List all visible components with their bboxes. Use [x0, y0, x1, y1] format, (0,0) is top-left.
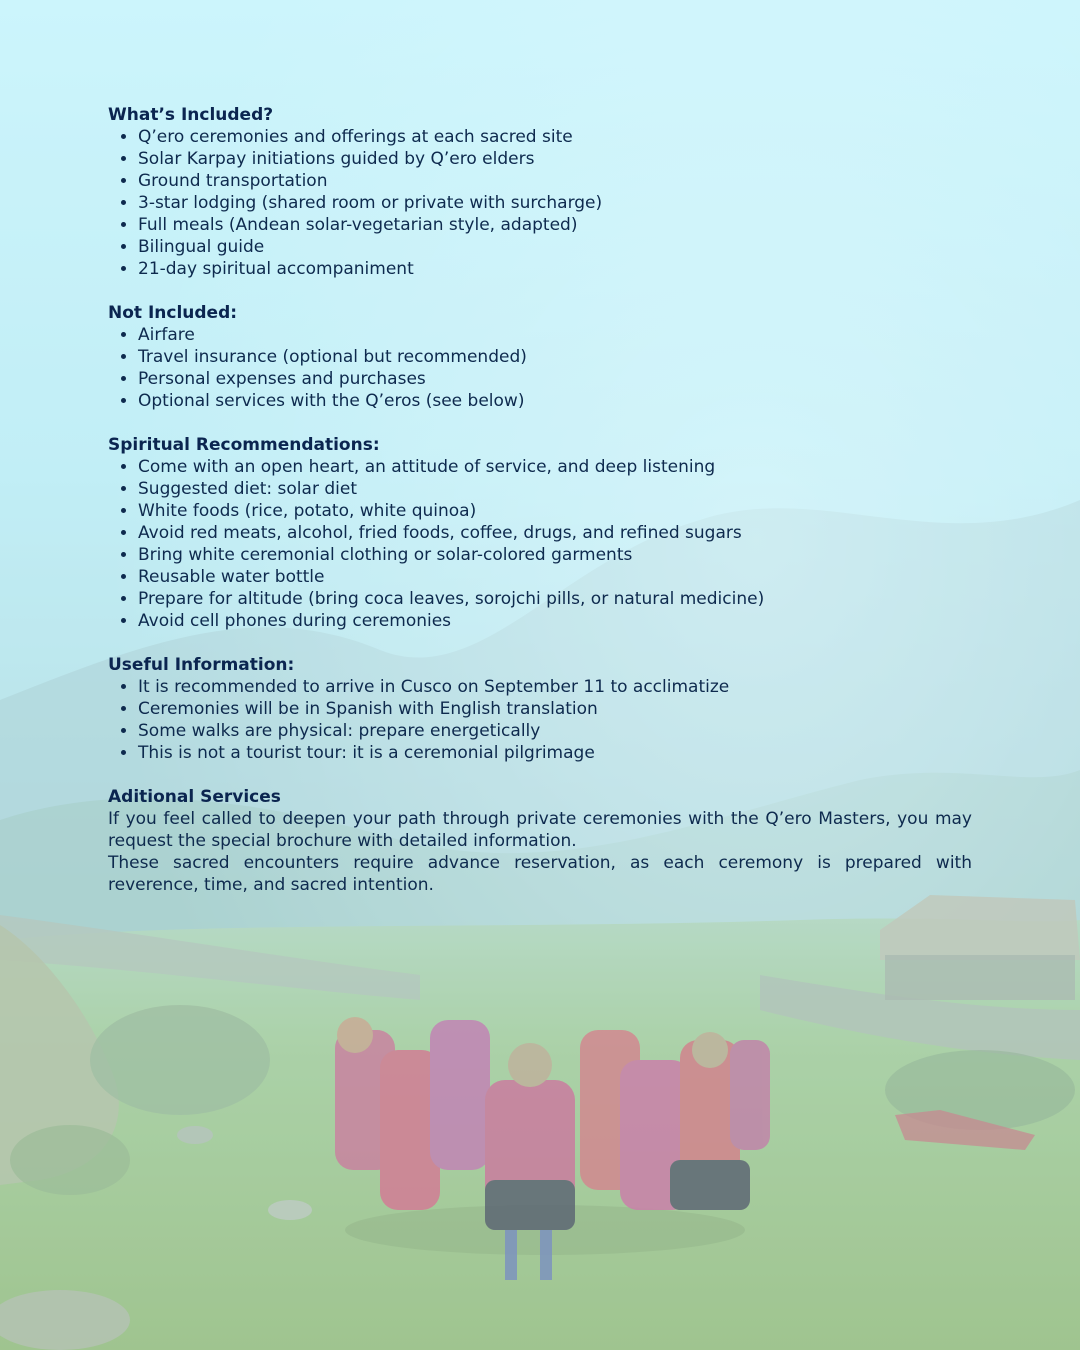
additional-services-paragraph: These sacred encounters require advance reservation, as each ceremony is prepared with reverence, time, and sacred intention.	[108, 853, 972, 895]
list-item: • This is not a tourist tour: it is a ceremonial pilgrimage	[138, 742, 972, 764]
list-item: • Bilingual guide	[138, 236, 972, 258]
list-item: • Avoid cell phones during ceremonies	[138, 610, 972, 632]
list-item: • It is recommended to arrive in Cusco on September 11 to acclimatize	[138, 676, 972, 698]
recommendations-section	[108, 434, 972, 632]
list-item: • Some walks are physical: prepare energetically	[138, 720, 972, 742]
recommendations-title: Spiritual Recommendations:	[108, 435, 380, 455]
list-item: • White foods (rice, potato, white quinoa)	[138, 500, 972, 522]
list-item: • Airfare	[138, 324, 972, 346]
included-title: What’s Included?	[108, 105, 274, 125]
included-list	[108, 126, 972, 280]
useful-info-section	[108, 654, 972, 764]
list-item: • Prepare for altitude (bring coca leaves, sorojchi pills, or natural medicine)	[138, 588, 972, 610]
list-item: • Suggested diet: solar diet	[138, 478, 972, 500]
list-item: • Optional services with the Q’eros (see below)	[138, 390, 972, 412]
list-item: • Full meals (Andean solar-vegetarian style, adapted)	[138, 214, 972, 236]
list-item: • Ground transportation	[138, 170, 972, 192]
additional-services-section	[108, 786, 972, 896]
list-item: • Solar Karpay initiations guided by Q’ero elders	[138, 148, 972, 170]
useful-info-title: Useful Information:	[108, 655, 295, 675]
not-included-list	[108, 324, 972, 412]
recommendations-list	[108, 456, 972, 632]
list-item: • Q’ero ceremonies and offerings at each sacred site	[138, 126, 972, 148]
list-item: • Travel insurance (optional but recommended)	[138, 346, 972, 368]
list-item: • 21-day spiritual accompaniment	[138, 258, 972, 280]
additional-services-paragraph: If you feel called to deepen your path through private ceremonies with the Q’ero Masters, you may request the special brochure with detailed information.	[108, 809, 972, 851]
not-included-title: Not Included:	[108, 303, 238, 323]
list-item: • Personal expenses and purchases	[138, 368, 972, 390]
list-item: • Reusable water bottle	[138, 566, 972, 588]
useful-info-list	[108, 676, 972, 764]
list-item: • Ceremonies will be in Spanish with English translation	[138, 698, 972, 720]
itinerary-details	[108, 104, 972, 918]
list-item: • Come with an open heart, an attitude of service, and deep listening	[138, 456, 972, 478]
list-item: • 3-star lodging (shared room or private with surcharge)	[138, 192, 972, 214]
additional-services-title: Aditional Services	[108, 787, 281, 807]
list-item: • Avoid red meats, alcohol, fried foods, coffee, drugs, and refined sugars	[138, 522, 972, 544]
list-item: • Bring white ceremonial clothing or solar-colored garments	[138, 544, 972, 566]
included-section	[108, 104, 972, 280]
not-included-section	[108, 302, 972, 412]
